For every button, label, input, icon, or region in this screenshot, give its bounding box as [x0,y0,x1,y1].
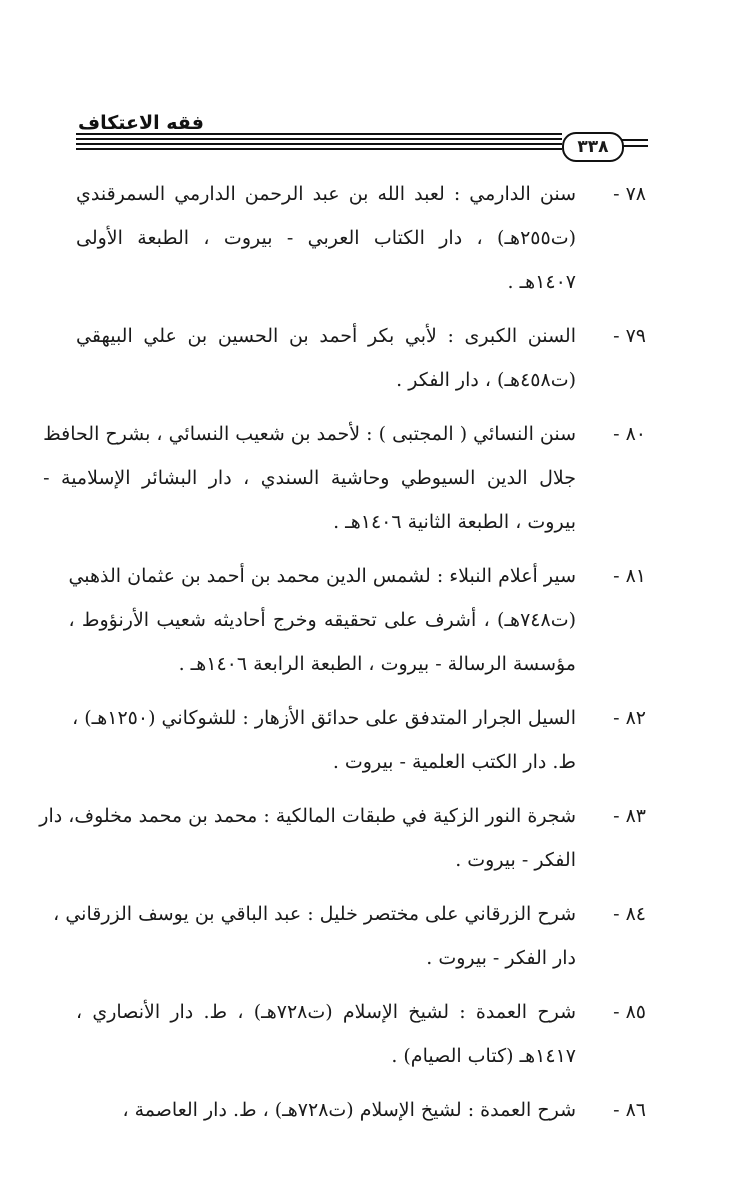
entry-text [76,990,576,1078]
entry-text [76,172,576,304]
entry-line: دار الفكر - بيروت . [426,947,576,969]
header-rule [620,145,648,147]
entry-spacer [76,304,646,314]
entry-spacer [76,1078,646,1088]
entry-number: ٨٦ - [613,1099,646,1121]
entry-spacer [76,980,646,990]
entry-line: سير أعلام النبلاء : لشمس الدين محمد بن أحمد بن عثمان الذهبي [68,565,576,587]
header-rule [76,143,562,145]
entry-line: السيل الجرار المتدفق على حدائق الأزهار : للشوكاني (١٢٥٠هـ) ، [72,707,576,729]
entry-spacer [76,784,646,794]
entry-number: ٨٠ - [613,423,646,445]
bibliography-entry [76,1088,646,1132]
entry-line: السنن الكبرى : لأبي بكر أحمد بن الحسين بن علي البيهقي [76,325,576,347]
entry-line: سنن النسائي ( المجتبى ) : لأحمد بن شعيب النسائي ، بشرح الحافظ [43,423,576,445]
entry-line: شرح العمدة : لشيخ الإسلام (ت٧٢٨هـ) ، ط. دار العاصمة ، [122,1099,576,1121]
bibliography-entry [76,314,646,402]
entry-text [72,696,576,784]
entry-line: شرح العمدة : لشيخ الإسلام (ت٧٢٨هـ) ، ط. دار الأنصاري ، [76,1001,576,1023]
bibliography-entry [53,892,646,980]
entry-line: شرح الزرقاني على مختصر خليل : عبد الباقي بن يوسف الزرقاني ، [53,903,576,925]
entry-spacer [76,402,646,412]
bibliography-entry [68,554,646,686]
bibliography-list [39,172,646,1132]
entry-text [76,1088,576,1132]
entry-text [76,314,576,402]
header-rule [76,138,562,140]
bibliography-entry [76,990,646,1078]
header-rule [620,139,648,141]
entry-number: ٨٥ - [613,1001,646,1023]
bibliography-entry [72,696,646,784]
entry-line: (ت٤٥٨هـ) ، دار الفكر . [396,369,576,391]
entry-number: ٧٩ - [613,325,646,347]
entry-number: ٨٢ - [613,707,646,729]
entry-line: مؤسسة الرسالة - بيروت ، الطبعة الرابعة ١٤٠٦هـ . [178,653,576,675]
entry-text [68,554,576,686]
entry-number: ٨١ - [613,565,646,587]
page-number: ٣٣٨ [562,132,624,162]
entry-line: (ت٢٥٥هـ) ، دار الكتاب العربي - بيروت ، الطبعة الأولى [76,227,576,249]
header-rule [76,133,562,135]
entry-spacer [76,544,646,554]
header-rule [76,148,562,150]
entry-line: ط. دار الكتب العلمية - بيروت . [332,751,576,773]
running-header-title: فقه الاعتكاف [78,112,204,134]
entry-number: ٨٤ - [613,903,646,925]
entry-number: ٧٨ - [613,183,646,205]
bibliography-entry [39,794,646,882]
bibliography-entry [76,172,646,304]
entry-line: شجرة النور الزكية في طبقات المالكية : محمد بن محمد مخلوف، دار [39,805,576,827]
entry-line: بيروت ، الطبعة الثانية ١٤٠٦هـ . [333,511,576,533]
entry-text [43,412,576,544]
entry-line: الفكر - بيروت . [455,849,576,871]
entry-text [53,892,576,980]
entry-line: ١٤٠٧هـ . [507,271,576,293]
entry-spacer [76,686,646,696]
entry-line: جلال الدين السيوطي وحاشية السندي ، دار البشائر الإسلامية - [43,467,576,489]
entry-line: ١٤١٧هـ (كتاب الصيام) . [391,1045,576,1067]
entry-line: سنن الدارمي : لعبد الله بن عبد الرحمن الدارمي السمرقندي [76,183,576,205]
bibliography-entry [43,412,646,544]
entry-number: ٨٣ - [613,805,646,827]
entry-text [39,794,576,882]
entry-line: (ت٧٤٨هـ) ، أشرف على تحقيقه وخرج أحاديثه شعيب الأرنؤوط ، [68,609,576,631]
entry-spacer [76,882,646,892]
